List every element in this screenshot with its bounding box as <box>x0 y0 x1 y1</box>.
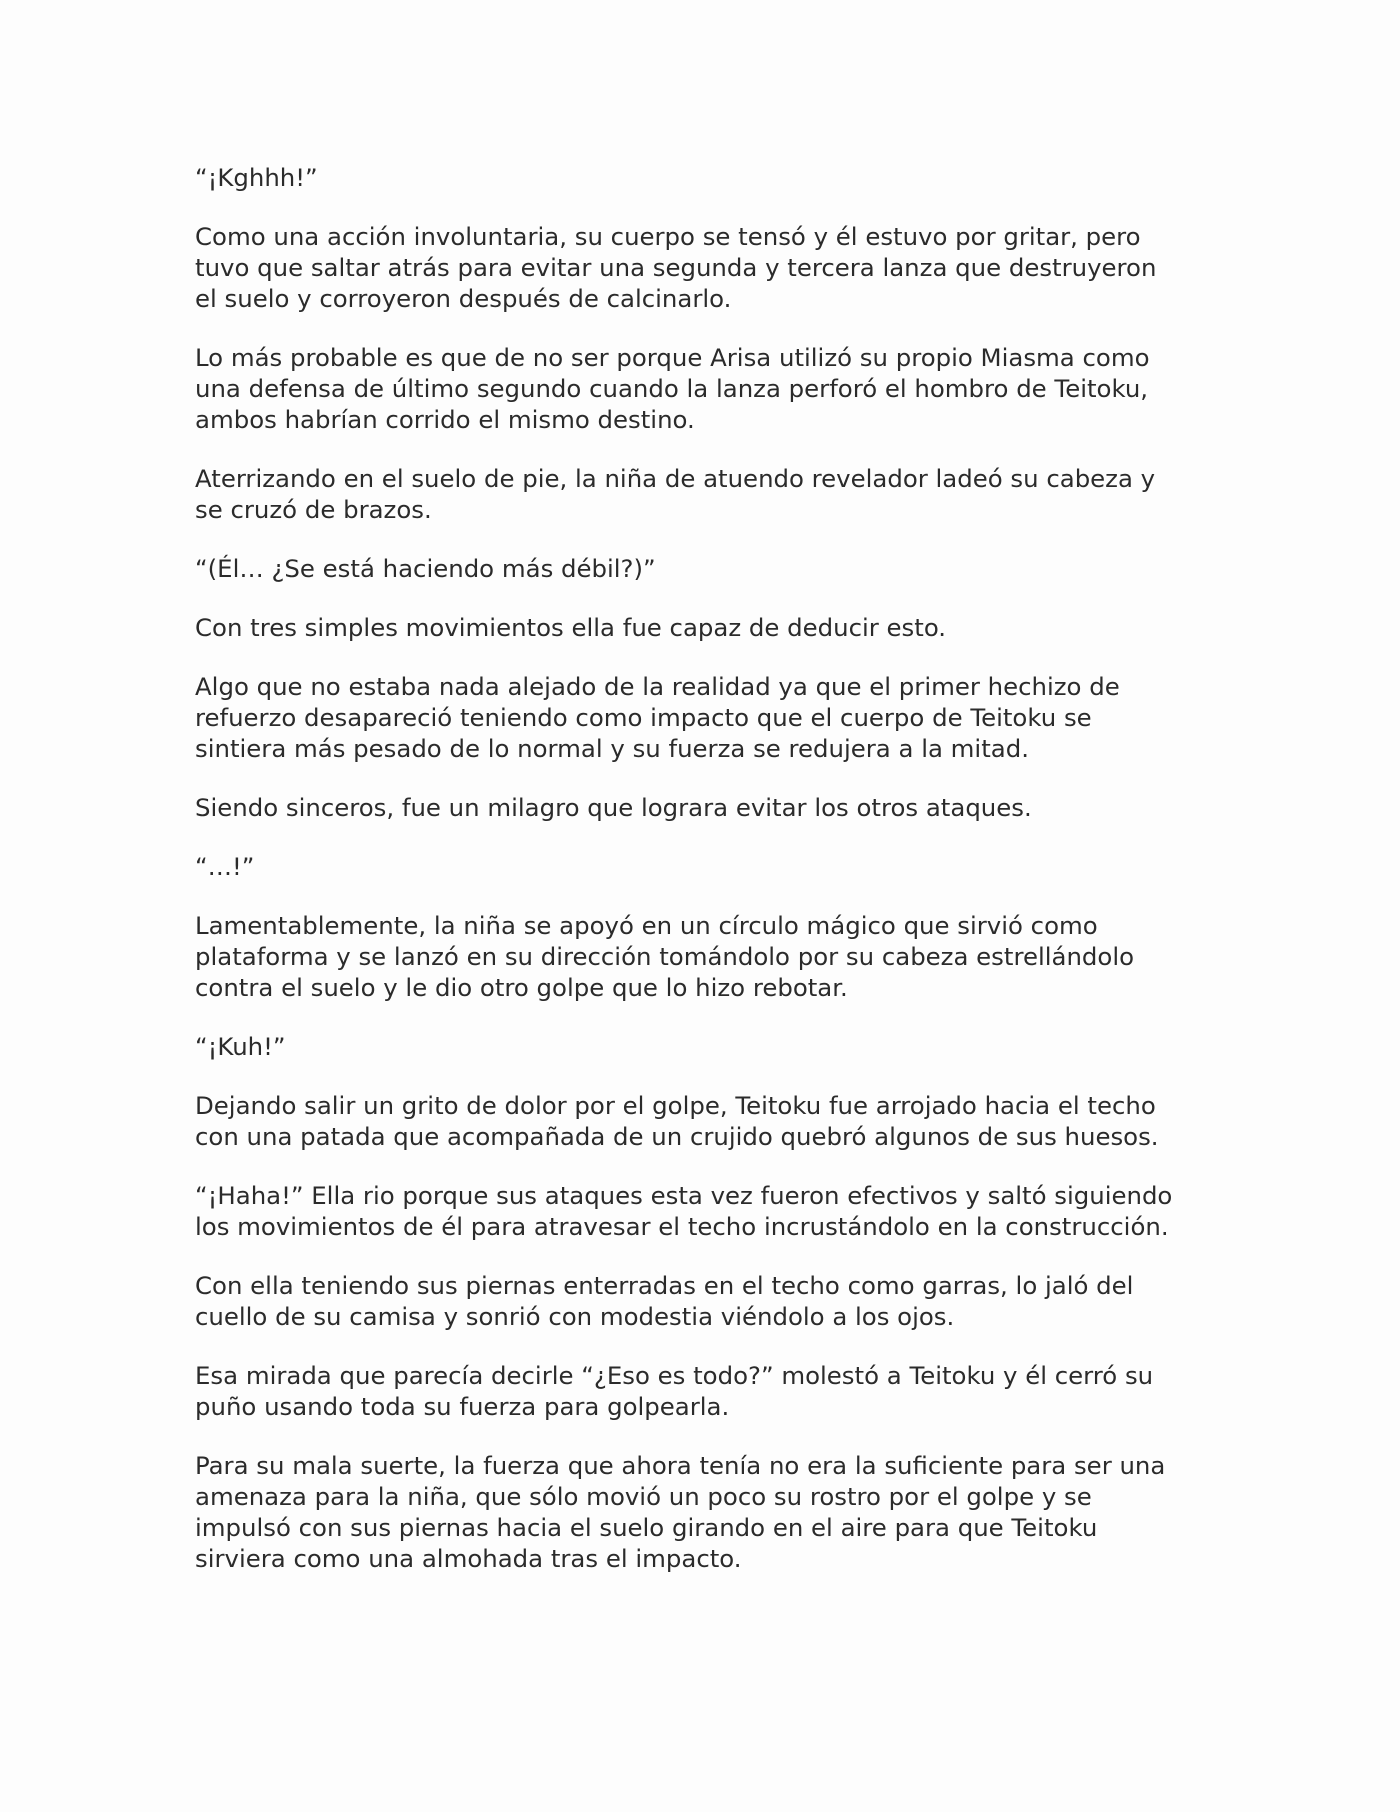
paragraph: Dejando salir un grito de dolor por el golpe, Teitoku fue arrojado hacia el techo con una patada que acompañada de un crujido quebró algunos de sus huesos. <box>195 1091 1159 1151</box>
paragraph: “¡Haha!” Ella rio porque sus ataques esta vez fueron efectivos y saltó siguiendo los movimientos de él para atravesar el techo incrustándolo en la construcción. <box>195 1181 1173 1241</box>
paragraph: Siendo sinceros, fue un milagro que lograra evitar los otros ataques. <box>195 793 1032 822</box>
paragraph: Lo más probable es que de no ser porque Arisa utilizó su propio Miasma como una defensa de último segundo cuando la lanza perforó el hombro de Teitoku, ambos habrían corrido el mismo destino. <box>195 343 1150 434</box>
paragraph: Lamentablemente, la niña se apoyó en un círculo mágico que sirvió como plataforma y se lanzó en su dirección tomándolo por su cabeza estrellándolo contra el suelo y le dio otro golpe que lo hizo rebotar. <box>195 911 1135 1002</box>
paragraph: “(Él… ¿Se está haciendo más débil?)” <box>195 554 656 583</box>
paragraph: Aterrizando en el suelo de pie, la niña de atuendo revelador ladeó su cabeza y se cruzó de brazos. <box>195 464 1156 524</box>
paragraph: Esa mirada que parecía decirle “¿Eso es todo?” molestó a Teitoku y él cerró su puño usando toda su fuerza para golpearla. <box>195 1361 1154 1421</box>
paragraph: “¡Kghhh!” <box>195 163 318 192</box>
paragraph: Algo que no estaba nada alejado de la realidad ya que el primer hechizo de refuerzo desapareció teniendo como impacto que el cuerpo de Teitoku se sintiera más pesado de lo normal y su fuerza se redujera a la mitad. <box>195 672 1120 763</box>
paragraph: “…!” <box>195 852 255 881</box>
paragraph: Con ella teniendo sus piernas enterradas en el techo como garras, lo jaló del cuello de su camisa y sonrió con modestia viéndolo a los ojos. <box>195 1271 1134 1331</box>
paragraph: “¡Kuh!” <box>195 1032 286 1061</box>
paragraph: Con tres simples movimientos ella fue capaz de deducir esto. <box>195 613 947 642</box>
paragraph: Para su mala suerte, la fuerza que ahora tenía no era la suficiente para ser una amenaza para la niña, que sólo movió un poco su rostro por el golpe y se impulsó con sus piernas hacia el suelo girando en el aire para que Teitoku sirviera como una almohada tras el impacto. <box>195 1451 1166 1573</box>
paragraph: Como una acción involuntaria, su cuerpo se tensó y él estuvo por gritar, pero tuvo que saltar atrás para evitar una segunda y tercera lanza que destruyeron el suelo y corroyeron después de calcinarlo. <box>195 222 1157 313</box>
